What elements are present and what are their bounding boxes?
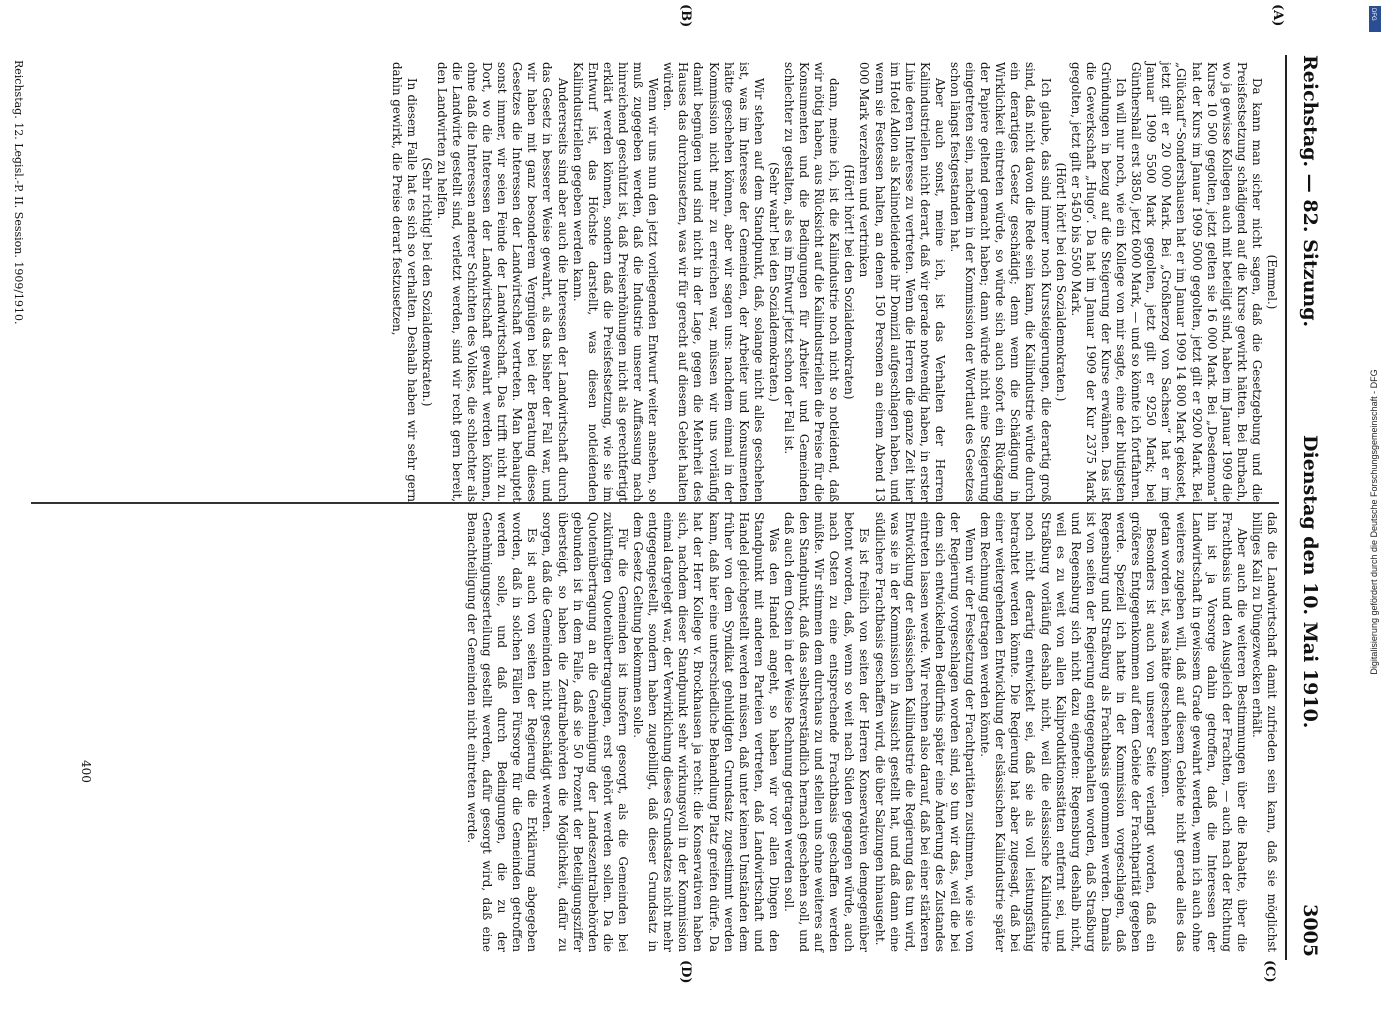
paragraph: In diesem Falle hat es sich so verhalten. Deshalb haben wir sehr gern dahin gewirkt, die Preise derart festzusetzen,: [389, 62, 419, 502]
paragraph: (Sehr wahr! bei den Sozialdemokraten.): [766, 162, 781, 402]
paragraph: Wenn wir der Festsetzung der Frachtparitäten zustimmen, wie sie von der Regierung vorgeschlagen worden sind, so tun wir das, weil die bei dem sich entwickelnden Bedürfnis später eine Änderung des Zustandes eintreten lassen werde. Wir rechnen also darauf, daß bei einer stärkeren Entwicklung der elsässischen Kaliindustrie die Regierung das tun wird, was sie in der Kommission in Aussicht gestellt hat, und daß dann eine südlichere Frachtbasis geschaffen wird, die über Salzungen hinausgeht.: [872, 512, 978, 952]
dfg-logo-text: DFG: [1370, 8, 1376, 21]
header-rule: [1285, 55, 1287, 960]
paragraph: Aber auch die weiteren Bestimmungen über die Rabatte, über die Frachtbasis und den Ausgleich der Frachten, — auch nach der Richtung hin ist ja Vorsorge dahin getroffen, daß die Interessen der Landwirtschaft in gewissem Grade gewahrt werden, wenn ich auch ohne weiteres zugeben will, daß auf diesem Gebiete nicht gerade alles das getan worden ist, was hätte geschehen können.: [1159, 512, 1249, 952]
page-number: 3005: [1299, 904, 1321, 957]
paragraph: (Sehr richtig! bei den Sozialdemokraten.): [419, 157, 434, 407]
paragraph: Es ist freilich von seiten der Herren Konservativen demgegenüber betont worden, daß, wenn so weit nach Süden gegangen würde, auch nach Osten zu eine entsprechende Frachtbasis geschaffen werden müßte. Wir stimmen dem durchaus zu und stellen uns ohne weiteres auf den Standpunkt, daß das selbstverständlich hernach geschehen soll, und daß auch dem Osten in der Weise Rechnung getragen werden soll.: [782, 512, 872, 952]
signature-mark: 400: [79, 760, 93, 783]
margin-letter-c: (C): [1262, 960, 1277, 983]
paragraph: Ich will nur noch, wie ein Kollege von mir sagte, eine der blutigsten Gründungen in bezug auf die Steigerung der Kurse erwähnen. Das ist die Gewerkschaft „Hugo“. Da hat im Januar 1909 der Kur 2375 Mark gegolten, jetzt gilt er 5450 bis 5500 Mark.: [1068, 62, 1129, 502]
margin-letter-a: (A): [1270, 4, 1285, 27]
paragraph: Es ist auch von seiten der Regierung die Erklärung abgegeben worden, daß in solchen Fällen Fürsorge für die Gemeinden getroffen werden solle, und daß durch Bedingungen, die zu der Genehmigungserteilung gestellt werden, dafür gesorgt wird, daß eine Benachteiligung der Gemeinden nicht eintreten werde.: [465, 512, 540, 952]
paragraph: dann, meine ich, ist die Kaliindustrie noch nicht so notleidend, daß wir nötig haben, aus Rücksicht auf die Kaliindustriellen die Preise für die Konsumenten und die Bedingungen für Arbeiter und Gemeinden schlechter zu gestalten, als es im Entwurf jetzt schon der Fall ist.: [782, 62, 842, 502]
paragraph: (Emmel.): [1265, 254, 1279, 310]
left-column: [388, 62, 1279, 502]
paragraph: (Hört! hört! bei den Sozialdemokraten): [842, 164, 857, 400]
dfg-sidebar: [1369, 6, 1381, 994]
paragraph: Da kann man sicher nicht sagen, daß die Gesetzgebung und die Preisfestsetzung schädigend auf die Kurse gewirkt hätten. Bei Burbach, wo ja gewisse Kollegen auch mit beteiligt sind, haben im Januar 1909 die Kurse 10 500 gegolten, jetzt gelten sie 16 000 Mark. Bei „Desdemona“ hat der Kurs im Januar 1909 5000 gegolten, jetzt gilt er 9200 Mark. Bei „Glückauf“-Sondershausen hat er im Januar 1909 14 800 Mark gekostet, jetzt gilt er 20 000 Mark. Bei „Großherzog von Sachsen“ hat er im Januar 1909 5500 Mark gegolten, jetzt gilt er 9250 Mark; bei Günthershall erst 3850, jetzt 6000 Mark, — und so könnte ich fortfahren.: [1129, 62, 1264, 502]
paragraph: Andererseits sind aber auch die Interessen der Landwirtschaft durch das Gesetz in besserer Weise gewahrt, als das bisher der Fall war, und wir haben mit ganz besonderem Vergnügen bei der Beratung dieses Gesetzes die Interessen der Landwirtschaft vertreten. Man behauptet sonst immer, wir seien Feinde der Landwirtschaft. Das trifft nicht zu. Dort, wo die Interessen der Landwirtschaft gewahrt werden können, ohne daß die Interessen anderer Schichten des Volkes, die schlechter als die Landwirte gestellt sind, verletzt werden, sind wir recht gern bereit, den Landwirten zu helfen.: [434, 62, 570, 502]
header-date: Dienstag den 10. Mai 1910.: [1299, 435, 1321, 729]
header-left: Reichstag. — 82. Sitzung.: [1299, 55, 1321, 328]
right-column: [464, 512, 1279, 952]
paragraph: Wenn wir uns nun den jetzt vorliegenden Entwurf weiter ansehen, so muß zugegeben werden, daß die Industrie unserer Auffassung nach hinreichend geschützt ist, daß Preiserhöhungen nicht als gerechtfertigt erklärt werden können, sondern daß die Preisfestsetzung, wie sie im Entwurf ist, das Höchste darstellt, was diesen notleidenden Kaliindustriellen gegeben werden kann.: [570, 62, 661, 502]
margin-letter-b: (B): [678, 4, 693, 28]
paragraph: daß die Landwirtschaft damit zufrieden sein kann, daß sie möglichst billiges Kali zu Düngezwecken erhält.: [1249, 512, 1279, 952]
paragraph: Ich glaube, das sind immer noch Kurssteigerungen, die derartig groß sind, daß nicht davon die Rede sein kann, die Kaliindustrie würde durch ein derartiges Gesetz geschädigt; denn wenn die Schädigung in Wirklichkeit eintreten würde, so würde sich auch sofort ein Rückgang der Papiere geltend gemacht haben; dann würde nicht eine Steigerung eingetreten sein, nachdem in der Kommission der Wortlaut des Gesetzes schon längst festgestanden hat.: [948, 62, 1053, 502]
running-header: [1291, 55, 1331, 957]
paragraph: Aber auch sonst, meine ich, ist das Verhalten der Herren Kaliindustriellen nicht derart, daß wir gerade notwendig haben, in erster Linie deren Interesse zu vertreten. Wenn die Herren die ganze Zeit hier im Hotel Adlon als Kalinotleidende ihr Domizil aufgeschlagen haben, und wenn sie Festessen halten, an denen 150 Personen an einem Abend 13 000 Mark verzehren und vertrinken: [857, 62, 947, 502]
paragraph: Wir stehen auf dem Standpunkt, daß, solange nicht alles geschehen ist, was im Interesse der Gemeinden, der Arbeiter und Konsumenten hätte geschehen können, aber wir sagen uns: nachdem einmal in der Kommission nicht mehr zu erreichen war, müssen wir uns vorläufig damit begnügen und sind nicht in der Lage, gegen die Mehrheit des Hauses das durchzusetzen, was wir für gerecht auf diesem Gebiet halten würden.: [661, 62, 766, 502]
dfg-logo: [1369, 6, 1381, 32]
paragraph: (Hört! hört! bei den Sozialdemokraten.): [1053, 162, 1068, 402]
paragraph: Besonders ist auch von unserer Seite verlangt worden, daß ein größeres Entgegenkommen auf dem Gebiete der Frachtparität gegeben werde. Speziell ich hatte in der Kommission vorgeschlagen, daß Regensburg und Straßburg als Frachtbasis genommen werden. Damals ist von seiten der Regierung entgegengehalten worden, daß Straßburg und Regensburg sich nicht dazu eigneten: Regensburg deshalb nicht, weil es zu weit von allen Kaliproduktionsstätten entfernt sei, und Straßburg vorläufig deshalb nicht, weil die elsässische Kaliindustrie noch nicht derartig entwickelt sei, daß sie als voll leistungsfähig betrachtet werden könnte. Die Regierung hat aber zugesagt, daß bei einer weitergehenden Entwicklung der elsässischen Kaliindustrie später dem Rechnung getragen werden könnte.: [978, 512, 1159, 952]
column-divider: [31, 502, 1279, 504]
paragraph: Für die Gemeinden ist insofern gesorgt, als die Gemeinden bei zukünftigen Quotenübertragungen, erst gehört werden sollen. Da die Quotenübertragung an die Genehmigung der Landeszentralbehörden gebunden ist in dem Falle, daß sie 50 Prozent der Beteiligungsziffer übersteigt, so haben die Zentralbehörden die Möglichkeit, dafür zu sorgen, daß die Gemeinden nicht geschädigt werden.: [540, 512, 630, 952]
margin-letter-d: (D): [678, 960, 693, 984]
footer-line: Reichstag. 12. Legisl.-P. II. Session. 1909/1910.: [12, 60, 25, 325]
paragraph: Was den Handel angeht, so haben wir vor allen Dingen den Standpunkt mit anderen Parteien vertreten, daß Landwirtschaft und Handel gleichgestellt werden müssen, daß unter keinen Umständen dem früher von dem Syndikat gehuldigten Grundsatz zugestimmt werden kann, daß hier eine unterschiedliche Behandlung Platz greifen dürfe. Da hat der Herr Kollege v. Brockhausen ja recht: die Konservativen haben sich, nachdem dieser Standpunkt sehr wirkungsvoll in der Kommission einmal dargelegt war, der Verwirklichung dieses Grundsatzes nicht mehr entgegengestellt, sondern haben zugebilligt, daß dieser Grundsatz in dem Gesetz Geltung bekommen solle.: [631, 512, 781, 952]
dfg-credit-text: Digitalisierung gefördert durch die Deutsche Forschungsgemeinschaft - DFG: [1369, 369, 1379, 675]
